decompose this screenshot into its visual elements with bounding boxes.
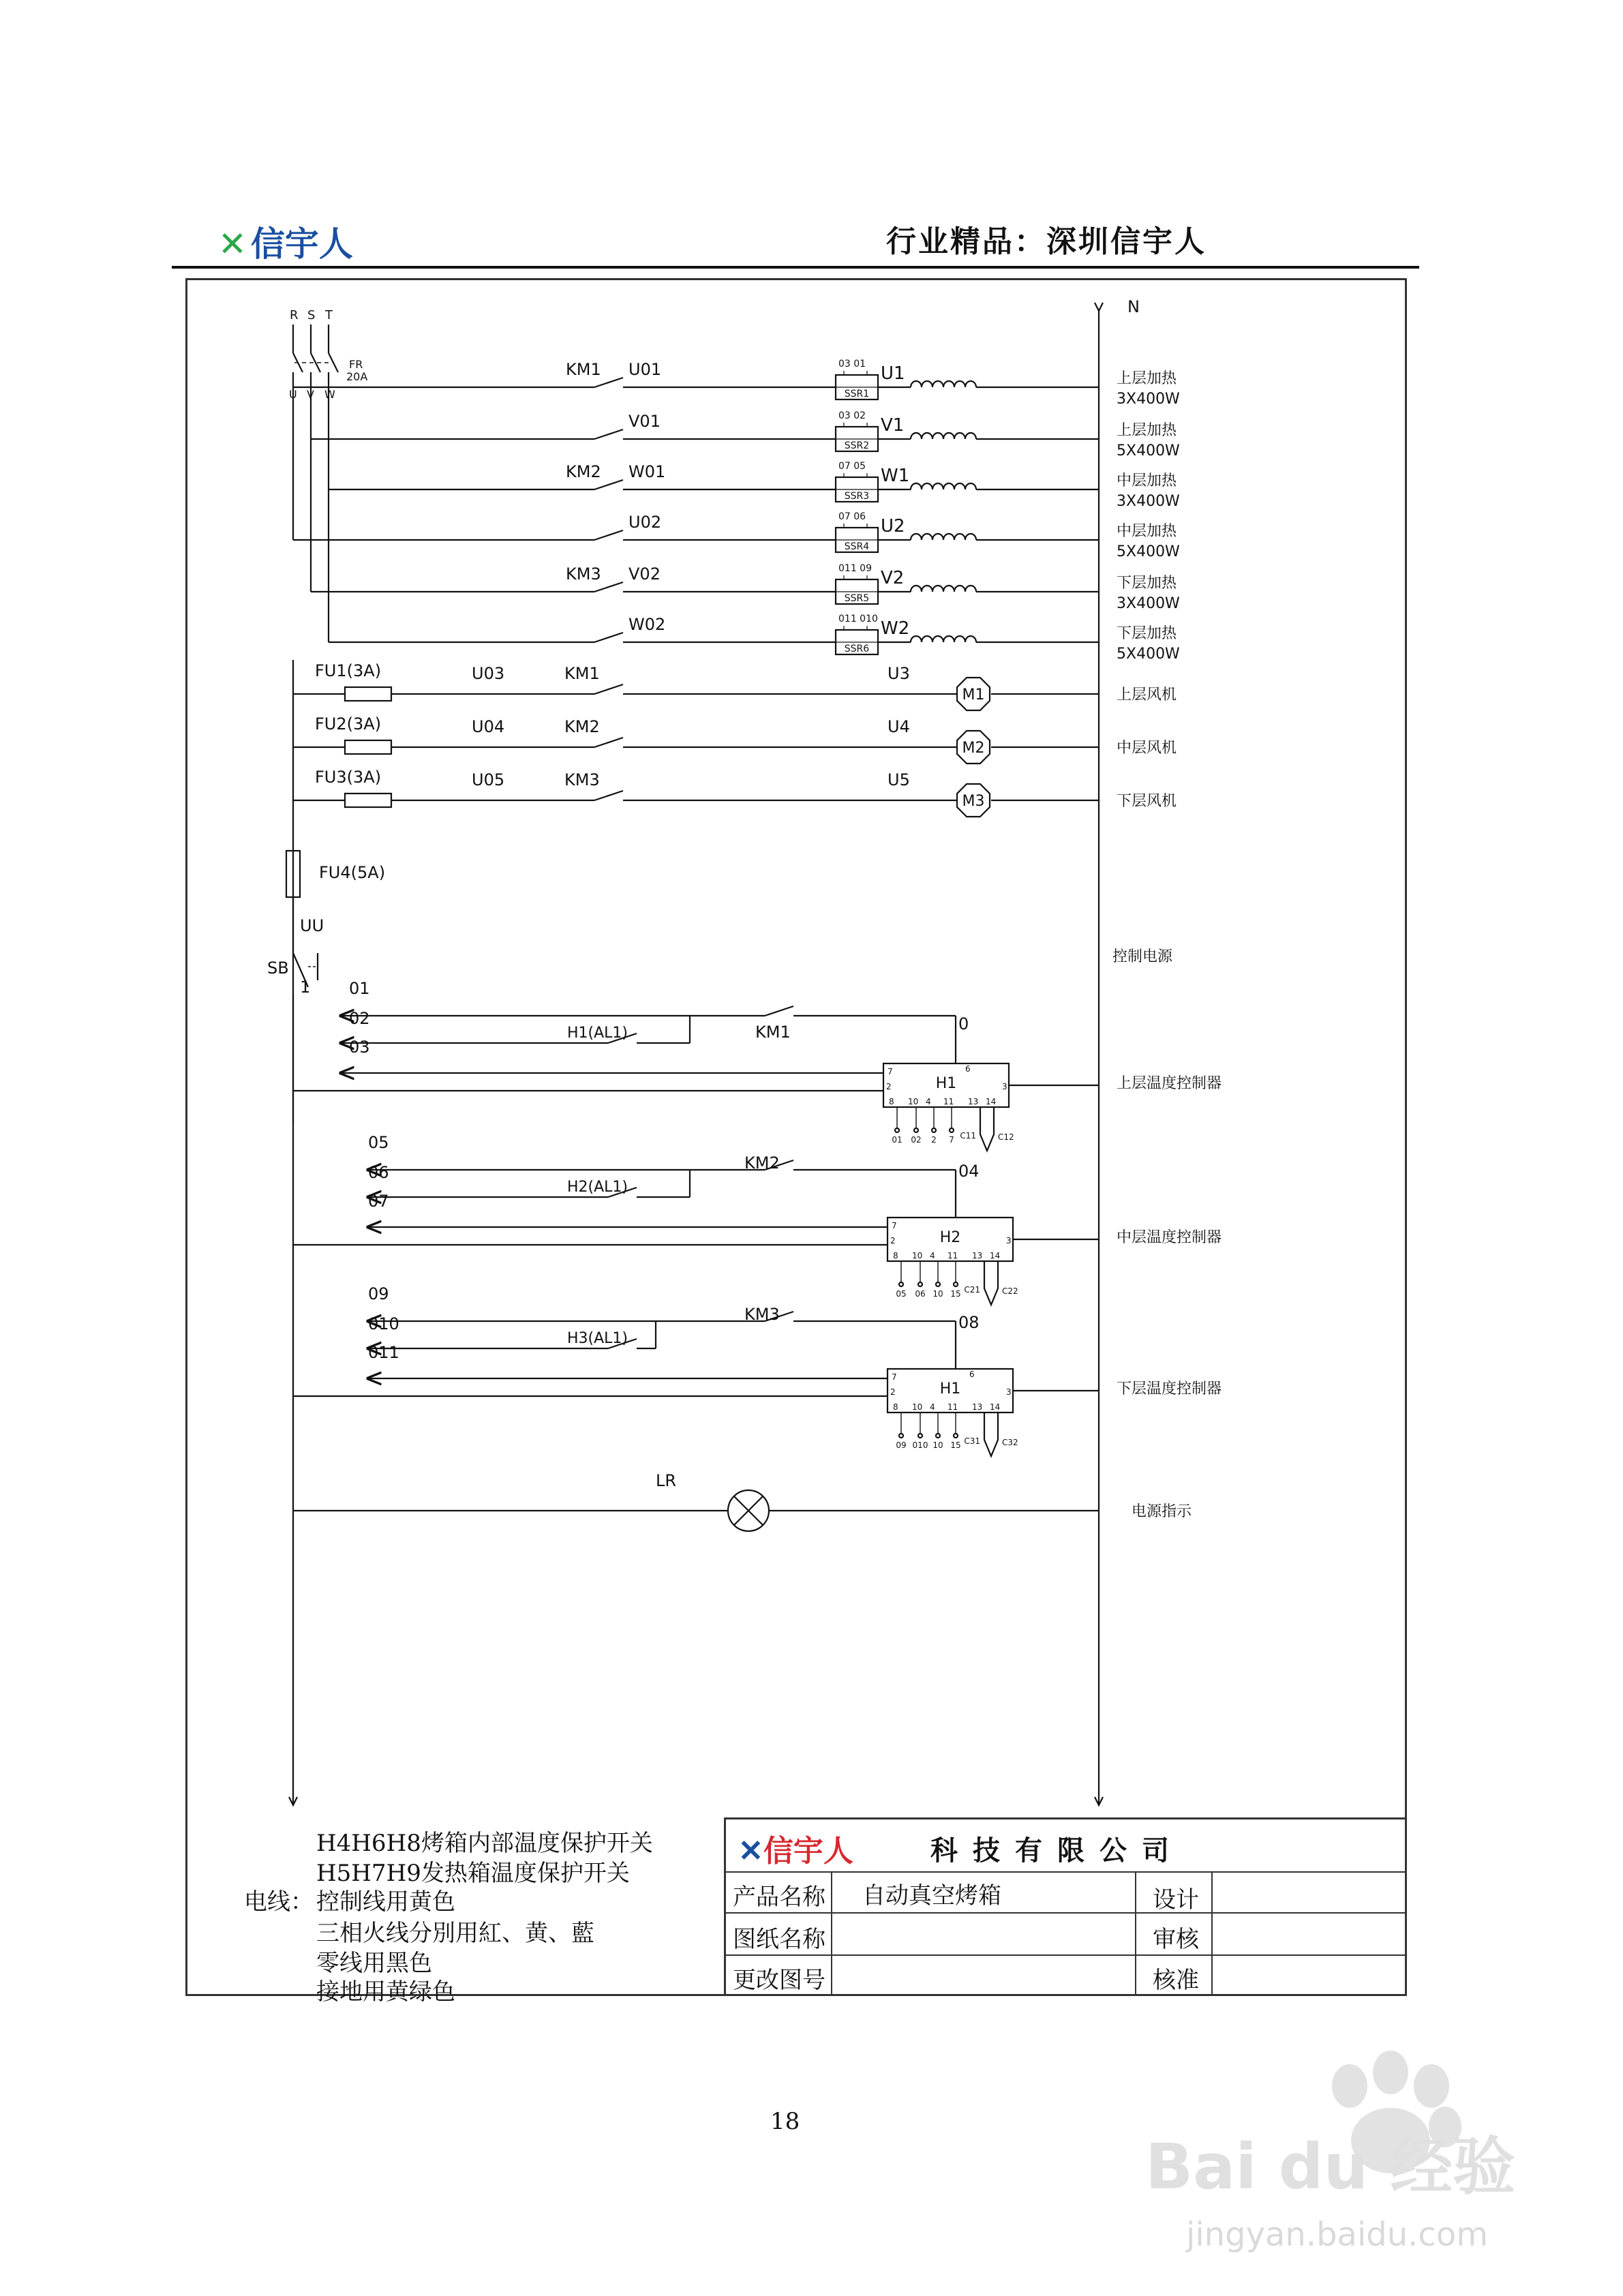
lamp-label: LR [656,1471,677,1490]
controller-out-label: 03 [349,1038,370,1057]
fan-desc: 中层风机 [1117,740,1177,757]
alarm-label: H2(AL1) [567,1179,628,1196]
terminal-dot [950,1128,954,1132]
fan-out-label: U5 [888,770,910,789]
ssr-pin-label: 011 010 [838,614,878,624]
heater-desc: 上层加热 [1117,422,1177,439]
controller-out-label: 09 [368,1284,389,1303]
controller-contactor-label: KM3 [744,1305,780,1324]
heater-out-label: U2 [881,516,905,537]
terminal-label: 05 [896,1289,907,1299]
node-1-label: 1 [300,978,311,997]
control-power-label: 控制电源 [1112,948,1173,965]
product-name-label: 产品名称 [733,1884,825,1911]
neutral-arrow [1095,303,1103,311]
fan-desc: 下层风机 [1117,793,1177,810]
fu4-label: FU4(5A) [319,863,386,882]
note-ground-wire: 接地用黄绿色 [316,1978,455,2006]
neutral-label: N [1127,297,1140,316]
sensor-probe-icon [984,1261,998,1305]
ssr-pin-label: 011 09 [838,563,872,574]
sensor-label: C12 [998,1132,1014,1142]
uu-label: UU [300,916,324,935]
heater-coil [911,586,976,592]
heater-spec: 5X400W [1117,543,1180,560]
motor-label: M3 [962,793,985,810]
wire-label: V01 [628,412,661,431]
controller-pin: 13 [972,1402,983,1412]
note-wire-label: 电线： [244,1888,314,1916]
fan-out-label: U3 [888,664,910,683]
controller-out-label: 01 [349,979,370,998]
controller-pin: 11 [947,1402,958,1412]
terminal-dot [899,1434,903,1438]
heater-coil [911,381,976,387]
logo-x-icon: ✕ [218,224,247,264]
terminal-dot [914,1128,918,1132]
controller-pin: 13 [972,1251,983,1260]
contactor-label: KM3 [564,770,600,789]
terminal-label: 09 [896,1440,907,1450]
fan-desc: 上层风机 [1117,686,1177,704]
fuse-box [345,687,391,701]
controller-name: H1 [935,1075,957,1092]
terminal-label: 01 [892,1135,902,1145]
controller-pin: 4 [926,1097,931,1106]
controller-pin: 2 [890,1236,896,1245]
heater-desc: 上层加热 [1117,370,1177,387]
controller-out-label: 02 [349,1009,370,1028]
heater-spec: 5X400W [1117,442,1180,459]
heater-desc: 中层加热 [1117,472,1177,489]
controller-pin: 8 [893,1251,898,1260]
fuse-box [345,740,391,754]
lamp-desc: 电源指示 [1132,1503,1192,1520]
fan-out-label: U4 [888,717,910,736]
controller-out-label: 06 [368,1163,389,1182]
phase-out-label: U [289,388,297,401]
controller-desc: 下层温度控制器 [1117,1380,1222,1398]
ssr-pin-label: 03 02 [838,410,866,421]
sensor-probe-icon [980,1107,994,1151]
header-rule [172,266,1419,269]
controller-desc: 中层温度控制器 [1117,1229,1222,1246]
alarm-label: H3(AL1) [567,1330,628,1347]
controller-out-label: 07 [368,1192,389,1211]
ssr-label: SSR3 [844,491,870,502]
contactor-label: KM2 [564,717,600,736]
contactor-label: KM1 [564,664,600,683]
fuse-label: FU3(3A) [315,768,382,787]
heater-out-label: W2 [881,618,910,639]
controller-node-label: 04 [958,1162,980,1181]
ssr-pin-label: 03 01 [838,359,866,369]
heater-spec: 3X400W [1117,493,1180,510]
page-number: 18 [770,2108,800,2135]
terminal-dot [954,1282,958,1286]
controller-pin: 4 [930,1402,935,1412]
terminal-label: 010 [912,1440,928,1450]
sensor-probe-icon [984,1413,998,1456]
heater-contact [594,378,623,387]
sensor-label: C11 [960,1131,976,1141]
header-logo-text: 信宇人 [250,224,353,264]
terminal-label: 7 [949,1135,954,1145]
phase-out-label: W [324,388,335,401]
heater-coil [911,636,976,642]
ssr-pin-label: 07 05 [838,461,866,472]
wire-label: U05 [472,770,505,789]
controller-out-label: 05 [368,1133,389,1152]
fan-contact [594,684,623,694]
controller-node-label: 0 [958,1014,969,1033]
controller-desc: 上层温度控制器 [1117,1075,1222,1092]
terminal-dot [895,1128,899,1132]
wire-label: V02 [628,564,661,584]
heater-spec: 3X400W [1117,391,1180,408]
motor-label: M1 [962,686,985,704]
wire-label: W02 [628,615,666,634]
title-row-divider [726,1871,1405,1873]
title-block [724,1817,1407,1996]
title-col-divider [831,1873,832,1994]
terminal-dot [918,1434,922,1438]
controller-node-label: 08 [958,1313,980,1332]
controller-pin: 3 [1006,1387,1012,1397]
controller-out-label: 010 [368,1314,399,1333]
phase-label-t: T [325,308,333,322]
contactor-label: KM2 [566,462,601,481]
revision-label: 更改图号 [733,1967,825,1994]
wire-label: U01 [628,360,662,379]
controller-out-label: 011 [368,1343,399,1362]
ssr-label: SSR4 [844,541,870,552]
sensor-label: C21 [964,1285,980,1295]
alarm-label: H1(AL1) [567,1025,628,1042]
km-contact [765,1006,793,1016]
watermark-url: jingyan.baidu.com [1186,2216,1488,2254]
paw-icon [1145,2045,1527,2209]
heater-out-label: W1 [881,466,910,486]
heater-contact [594,429,623,439]
controller-pin: 3 [1002,1082,1007,1091]
ssr-label: SSR2 [844,440,870,451]
contactor-label: KM3 [566,564,601,584]
approve-label: 核准 [1153,1967,1199,1994]
watermark-brand: Bai du 经验 [1145,2130,1516,2203]
title-row-divider [726,1912,1405,1914]
controller-pin: 2 [886,1082,892,1091]
heater-desc: 下层加热 [1117,575,1177,592]
heater-spec: 5X400W [1117,646,1180,663]
controller-pin: 3 [1006,1236,1012,1245]
wire-label: U04 [472,717,505,736]
terminal-label: 10 [932,1289,943,1299]
heater-contact [594,582,623,592]
header-slogan: 行业精品：深圳信宇人 [886,224,1207,259]
title-logo-text: 信宇人 [763,1834,853,1869]
heater-contact [594,633,623,642]
controller-name: H2 [939,1229,961,1246]
controller-pin: 11 [947,1251,958,1260]
heater-coil [911,534,976,540]
controller-contactor-label: KM1 [755,1023,791,1042]
controller-pin: 8 [889,1097,894,1106]
terminal-dot [918,1282,922,1286]
title-row-divider [726,1954,1405,1956]
note-oven-protection: H4H6H8烤箱内部温度保护开关 [316,1830,653,1857]
terminal-label: 15 [950,1440,961,1450]
controller-pin: 13 [968,1097,979,1106]
terminal-dot [932,1128,936,1132]
heater-contact [594,530,623,540]
phase-label-s: S [307,308,316,322]
terminal-dot [899,1282,903,1286]
terminal-label: 10 [932,1440,943,1450]
terminal-label: 02 [911,1135,922,1145]
terminal-label: 15 [950,1289,961,1299]
wiring-schematic [185,278,1407,1996]
controller-name: H1 [939,1380,961,1398]
terminal-label: 2 [931,1135,937,1145]
controller-contactor-label: KM2 [744,1153,780,1173]
controller-pin: 10 [912,1402,923,1412]
fan-contact [594,738,623,747]
ssr-label: SSR5 [844,593,870,604]
sensor-label: C22 [1002,1286,1018,1296]
breaker-contact [329,353,338,372]
controller-pin: 6 [969,1370,975,1379]
heater-desc: 下层加热 [1117,625,1177,642]
design-label: 设计 [1153,1886,1199,1914]
terminal-label: 06 [915,1289,926,1299]
controller-pin: 6 [965,1064,971,1074]
phase-out-label: V [307,388,314,401]
phase-label-r: R [290,308,299,322]
title-logo-x-icon: ✕ [738,1834,763,1869]
heater-contact [594,480,623,489]
ssr-label: SSR6 [844,644,870,654]
controller-pin: 7 [892,1221,897,1230]
baidu-watermark [1145,2045,1527,2277]
terminal-dot [936,1434,940,1438]
indicator-lamp-cross [734,1496,763,1525]
ssr-label: SSR1 [844,389,870,399]
controller-pin: 14 [990,1402,1001,1412]
fuse-label: FU2(3A) [315,714,382,734]
note-phase-wire: 三相火线分別用紅、黄、藍 [316,1920,594,1947]
heater-out-label: V1 [881,415,905,436]
controller-pin: 14 [990,1251,1001,1260]
sb-label: SB [267,958,289,978]
controller-pin: 7 [888,1067,893,1076]
terminal-dot [954,1434,958,1438]
heater-out-label: U1 [881,363,905,384]
contactor-label: KM1 [566,360,601,379]
heater-out-label: V2 [881,568,905,588]
heater-desc: 中层加热 [1117,523,1177,540]
controller-pin: 2 [890,1387,896,1397]
controller-pin: 10 [912,1251,923,1260]
title-col-divider [1135,1873,1136,1994]
terminal-dot [936,1282,940,1286]
fr-rating: 20A [346,370,368,383]
review-label: 审核 [1153,1926,1199,1953]
sensor-label: C32 [1002,1438,1018,1447]
controller-pin: 4 [930,1251,935,1260]
fr-label: FR [349,358,363,371]
title-logo [738,1826,853,1870]
fan-contact [594,791,623,800]
controller-pin: 11 [943,1097,954,1106]
heater-coil [911,433,976,439]
fuse-box [345,794,391,807]
controller-pin: 8 [893,1402,898,1412]
wire-label: U03 [472,664,505,683]
ssr-pin-label: 07 06 [838,511,866,522]
note-heater-protection: H5H7H9发热箱温度保护开关 [316,1860,630,1887]
sensor-label: C31 [964,1436,980,1446]
product-name-value: 自动真空烤箱 [862,1882,1001,1909]
company-name: 科技有限公司 [930,1834,1184,1867]
drawing-name-label: 图纸名称 [733,1926,825,1953]
fuse-label: FU1(3A) [315,661,382,680]
wire-label: U02 [628,513,662,532]
controller-pin: 10 [908,1097,919,1106]
heater-coil [911,483,976,489]
title-col-divider [1211,1873,1213,1994]
heater-spec: 3X400W [1117,595,1180,612]
wire-label: W01 [628,462,666,481]
controller-pin: 7 [892,1372,897,1382]
note-control-wire: 控制线用黄色 [316,1888,455,1916]
controller-pin: 14 [986,1097,997,1106]
motor-label: M2 [962,740,985,757]
note-neutral-wire: 零线用黑色 [316,1950,432,1977]
header-logo [218,217,353,266]
